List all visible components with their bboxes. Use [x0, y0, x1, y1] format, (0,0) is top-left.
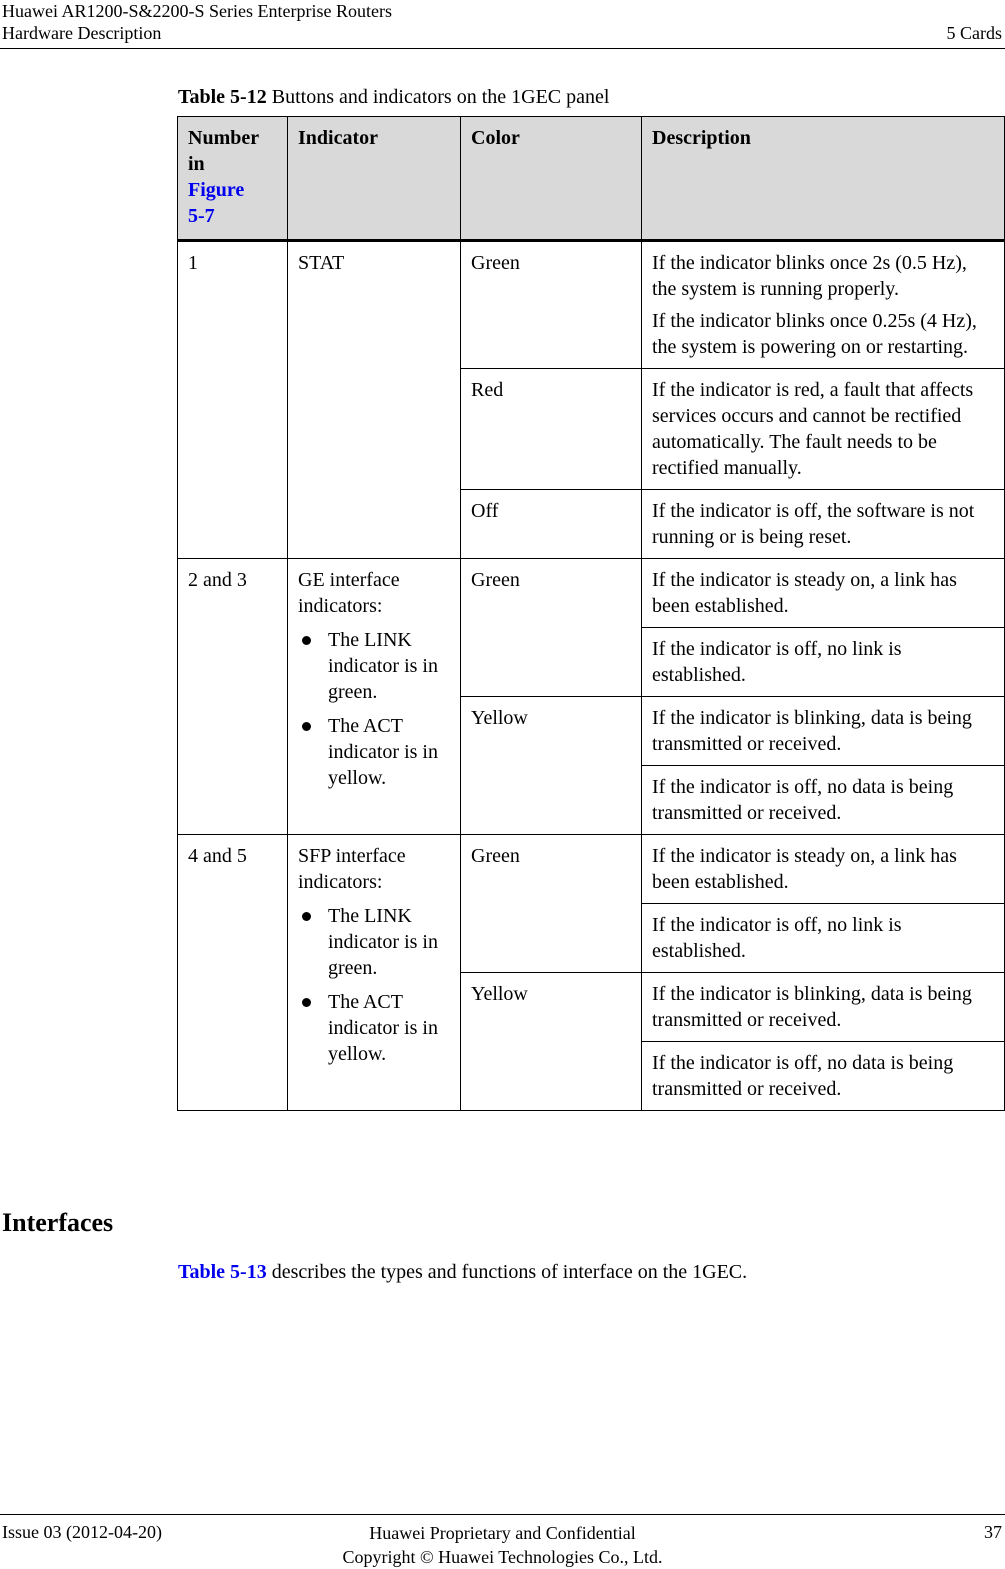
header-description: Description [642, 117, 1005, 241]
cell-color: Green [461, 559, 642, 697]
cell-color: Yellow [461, 697, 642, 835]
list-item: The ACT indicator is in yellow. [298, 989, 450, 1067]
cell-description: If the indicator is off, no data is being transmitted or received. [642, 1042, 1005, 1111]
cell-color: Green [461, 835, 642, 973]
cell-indicator: SFP interface indicators: The LINK indicator is in green. The ACT indicator is in yellow. [288, 835, 461, 1111]
table-header-row [178, 117, 1005, 241]
cell-number: 1 [178, 241, 288, 559]
cell-description: If the indicator is off, no link is established. [642, 628, 1005, 697]
chapter-label: 5 Cards [946, 23, 1002, 43]
table-row [178, 241, 1005, 369]
header-number: Number in Figure 5-7 [178, 117, 288, 241]
table-row [178, 835, 1005, 904]
page-number: 37 [984, 1522, 1002, 1542]
cell-number: 2 and 3 [178, 559, 288, 835]
bullet-list [298, 903, 450, 1067]
table-row [178, 559, 1005, 628]
list-item: The ACT indicator is in yellow. [298, 713, 450, 791]
doc-title: Huawei AR1200-S&2200-S Series Enterprise Routers [2, 1, 392, 21]
section-text: Table 5-13 describes the types and functions of interface on the 1GEC. [178, 1261, 748, 1283]
cell-color: Yellow [461, 973, 642, 1111]
bullet-list [298, 627, 450, 791]
cell-description: If the indicator is off, the software is not running or is being reset. [642, 490, 1005, 559]
table-caption [178, 84, 609, 110]
table-caption-label: Table 5-12 [178, 86, 267, 108]
cell-description: If the indicator is red, a fault that affects services occurs and cannot be rectified automatically. The fault needs to be rectified manually. [642, 369, 1005, 490]
list-item: The LINK indicator is in green. [298, 627, 450, 705]
cell-description: If the indicator is blinking, data is being transmitted or received. [642, 973, 1005, 1042]
doc-subtitle: Hardware Description [2, 23, 162, 43]
list-item: The LINK indicator is in green. [298, 903, 450, 981]
cell-description: If the indicator is steady on, a link has been established. [642, 559, 1005, 628]
cell-description: If the indicator is off, no data is being transmitted or received. [642, 766, 1005, 835]
copyright-label: Copyright © Huawei Technologies Co., Ltd. [342, 1547, 663, 1567]
section-title: Interfaces [2, 1208, 114, 1237]
cell-description: If the indicator blinks once 2s (0.5 Hz), the system is running properly. If the indicator blinks once 0.25s (4 Hz), the system is powering on or restarting. [642, 241, 1005, 369]
header-color: Color [461, 117, 642, 241]
confidential-label: Huawei Proprietary and Confidential [369, 1523, 636, 1543]
table-link[interactable]: Table 5-13 [178, 1261, 267, 1283]
page-footer [0, 1514, 1005, 1568]
cell-description: If the indicator is steady on, a link has been established. [642, 835, 1005, 904]
page-header [0, 0, 1005, 49]
footer-center [0, 1521, 1005, 1569]
cell-indicator: STAT [288, 241, 461, 559]
cell-color: Red [461, 369, 642, 490]
table-caption-text: Buttons and indicators on the 1GEC panel [266, 86, 610, 108]
cell-color: Off [461, 490, 642, 559]
cell-color: Green [461, 241, 642, 369]
cell-description: If the indicator is blinking, data is being transmitted or received. [642, 697, 1005, 766]
issue-label: Issue 03 (2012-04-20) [2, 1522, 162, 1542]
cell-number: 4 and 5 [178, 835, 288, 1111]
cell-description: If the indicator is off, no link is established. [642, 904, 1005, 973]
indicators-table [177, 116, 1005, 1111]
figure-link[interactable]: Figure 5-7 [188, 179, 245, 227]
cell-indicator: GE interface indicators: The LINK indicator is in green. The ACT indicator is in yellow. [288, 559, 461, 835]
header-indicator: Indicator [288, 117, 461, 241]
